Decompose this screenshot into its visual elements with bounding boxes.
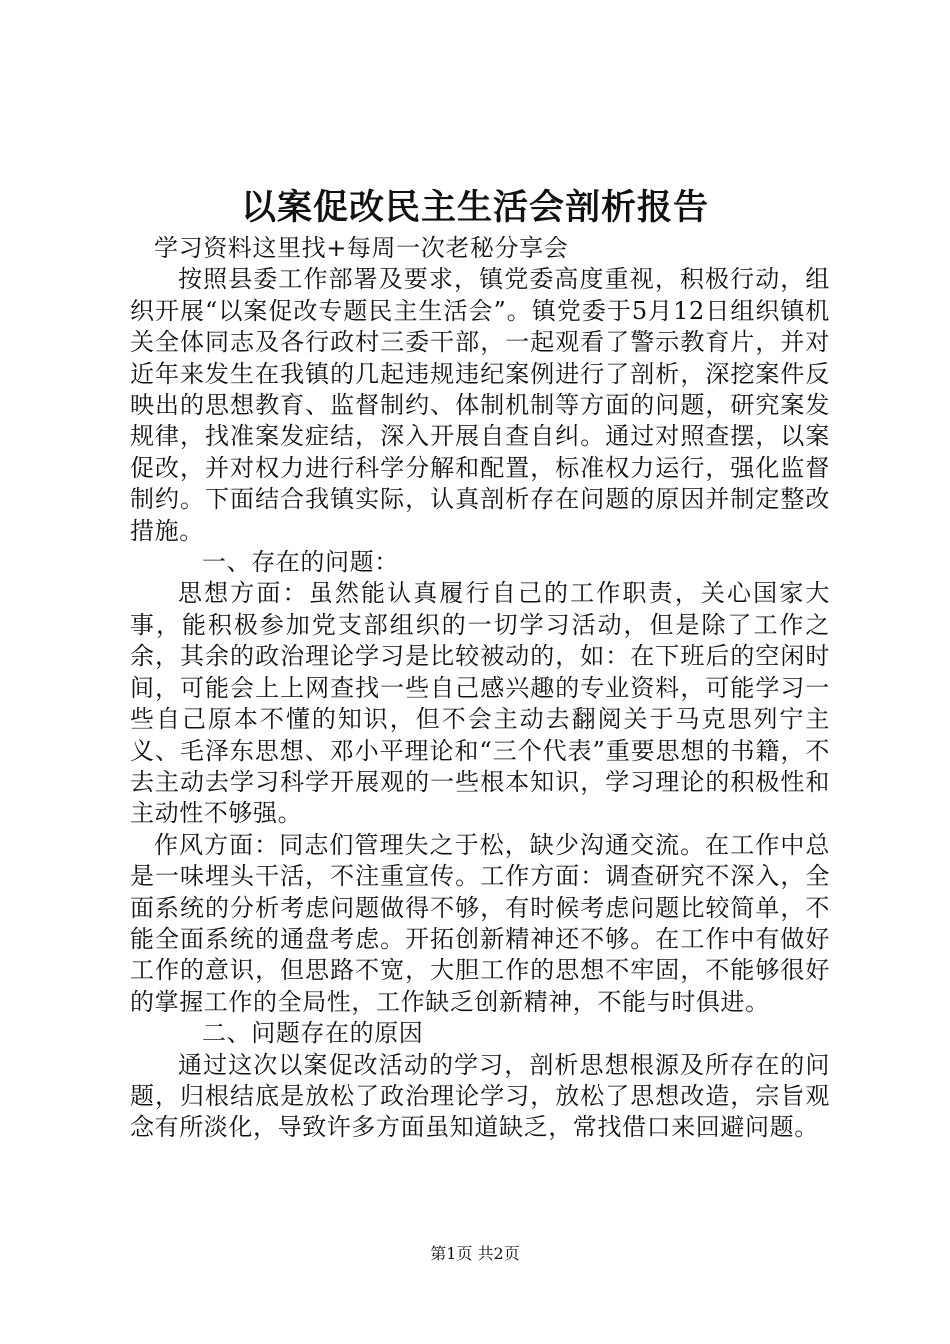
causes-paragraph: 通过这次以案促改活动的学习，剖析思想根源及所存在的问题，归根结底是放松了政治理论学习，放松了思想改造，宗旨观念有所淡化，导致许多方面虽知道缺乏，常找借口来回避问题。 xyxy=(130,1050,830,1142)
intro-paragraph: 按照县委工作部署及要求，镇党委高度重视，积极行动，组织开展“以案促改专题民主生活会”。镇党委于5月12日组织镇机关全体同志及各行政村三委干部，一起观看了警示教育片，并对近年来发生在我镇的几起违规违纪案例进行了剖析，深挖案件反映出的思想教育、监督制约、体制机制等方面的问题，研究案发规律，找准案发症结，深入开展自查自纠。通过对照查摆，以案促改，并对权力进行科学分解和配置，标准权力运行，强化监督制约。下面结合我镇实际，认真剖析存在问题的原因并制定整改措施。 xyxy=(130,265,830,545)
document-body xyxy=(130,233,830,1144)
document-subtitle: 学习资料这里找+每周一次老秘分享会 xyxy=(154,234,569,262)
document-title: 以案促改民主生活会剖析报告 xyxy=(240,187,709,228)
work-style-paragraph: 作风方面：同志们管理失之于松，缺少沟通交流。在工作中总是一味埋头干活，不注重宣传。工作方面：调查研究不深入，全面系统的分析考虑问题做得不够，有时候考虑问题比较简单，不能全面系统的通盘考虑。开拓创新精神还不够。在工作中有做好工作的意识，但思路不宽，大胆工作的思想不牢固，不能够很好的掌握工作的全局性，工作缺乏创新精神，不能与时俱进。 xyxy=(130,830,830,1016)
page-footer: 第1页 共2页 xyxy=(430,1244,520,1263)
thought-aspect-paragraph: 思想方面：虽然能认真履行自己的工作职责，关心国家大事，能积极参加党支部组织的一切学习活动，但是除了工作之余，其余的政治理论学习是比较被动的，如：在下班后的空闲时间，可能会上上网查找一些自己感兴趣的专业资料，可能学习一些自己原本不懂的知识，但不会主动去翻阅关于马克思列宁主义、毛泽东思想、邓小平理论和“三个代表”重要思想的书籍，不去主动去学习科学开展观的一些根本知识，学习理论的积极性和主动性不够强。 xyxy=(130,579,830,828)
section-heading-causes: 二、问题存在的原因 xyxy=(202,1019,424,1048)
section-heading-problems: 一、存在的问题： xyxy=(202,548,399,577)
